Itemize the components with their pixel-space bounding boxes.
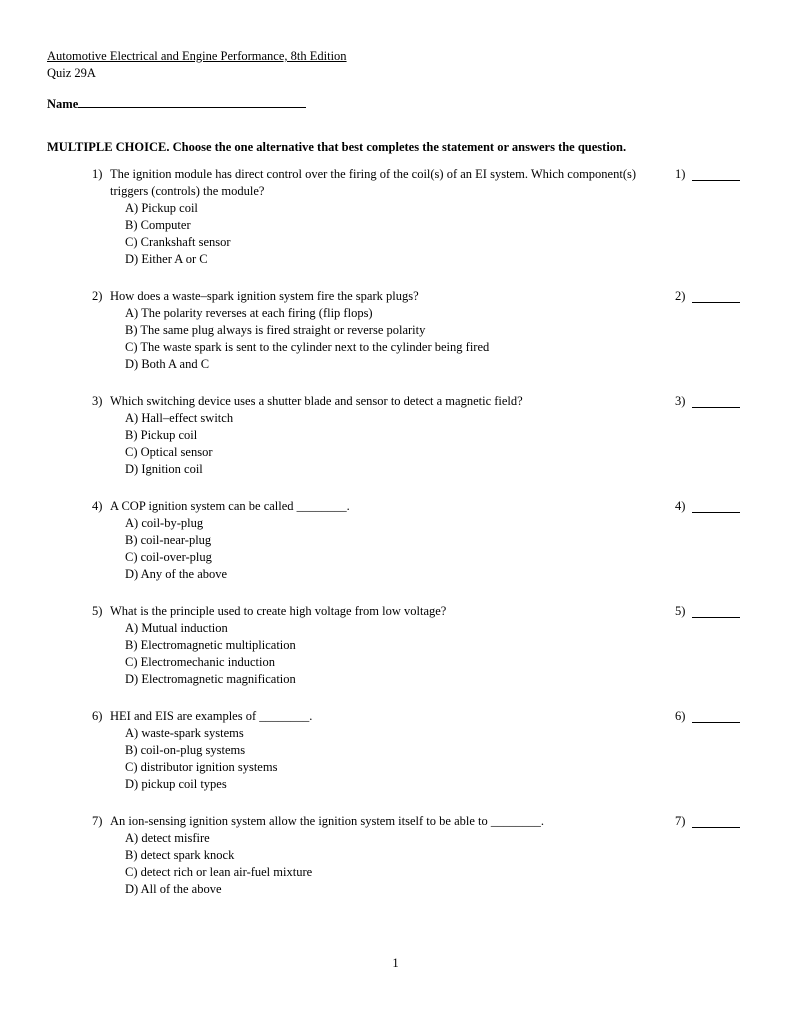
- answer-blank-line: [692, 708, 740, 723]
- question-number: 2): [92, 289, 103, 303]
- question-row: [47, 288, 745, 373]
- instructions-text: MULTIPLE CHOICE. Choose the one alternative that best completes the statement or answers the question.: [47, 140, 627, 154]
- question-text: The ignition module has direct control over the firing of the coil(s) of an EI system. Which component(s) triggers (controls) the module?: [110, 167, 637, 198]
- name-blank-line: [78, 94, 306, 108]
- question-text: HEI and EIS are examples of ________.: [110, 709, 313, 723]
- answer-number: 1): [675, 167, 686, 181]
- question-head: [92, 166, 637, 200]
- question-row: [47, 813, 745, 898]
- question-main: [92, 813, 637, 898]
- question-row: [47, 498, 745, 583]
- choice: C) distributor ignition systems: [125, 760, 278, 774]
- choices: [125, 305, 637, 373]
- question-number: 3): [92, 394, 103, 408]
- question-number: 1): [92, 167, 103, 181]
- question-row: [47, 603, 745, 688]
- question-text: An ion-sensing ignition system allow the ignition system itself to be able to ________.: [110, 814, 544, 828]
- answer-slot: [675, 288, 745, 305]
- answer-slot: [675, 498, 745, 515]
- question-main: [92, 166, 637, 268]
- name-label: Name: [47, 97, 79, 111]
- question-text: How does a waste–spark ignition system fire the spark plugs?: [110, 289, 419, 303]
- page-number: 1: [392, 956, 399, 970]
- questions-list: [47, 166, 745, 898]
- choices: [125, 200, 637, 268]
- question-row: [47, 393, 745, 478]
- question-main: [92, 288, 637, 373]
- answer-slot: [675, 166, 745, 183]
- question-head: [92, 813, 637, 830]
- choices: [125, 515, 637, 583]
- question-head: [92, 708, 637, 725]
- question-row: [47, 166, 745, 268]
- question-main: [92, 603, 637, 688]
- choices: [125, 830, 637, 898]
- choice: C) coil-over-plug: [125, 550, 212, 564]
- answer-number: 5): [675, 604, 686, 618]
- choice: A) The polarity reverses at each firing (flip flops): [125, 306, 373, 320]
- question-number: 4): [92, 499, 103, 513]
- answer-slot: [675, 708, 745, 725]
- question-main: [92, 708, 637, 793]
- question-main: [92, 498, 637, 583]
- choice: D) Either A or C: [125, 252, 208, 266]
- question-head: [92, 393, 637, 410]
- choice: B) coil-near-plug: [125, 533, 212, 547]
- choice: A) Mutual induction: [125, 621, 228, 635]
- question-number: 7): [92, 814, 103, 828]
- choice: A) waste-spark systems: [125, 726, 244, 740]
- choices: [125, 725, 637, 793]
- choices: [125, 410, 637, 478]
- choice: B) Electromagnetic multiplication: [125, 638, 296, 652]
- answer-blank-line: [692, 393, 740, 408]
- choice: A) detect misfire: [125, 831, 210, 845]
- choice: C) Optical sensor: [125, 445, 213, 459]
- choice: D) Ignition coil: [125, 462, 203, 476]
- answer-number: 6): [675, 709, 686, 723]
- choice: A) coil-by-plug: [125, 516, 204, 530]
- question-text: What is the principle used to create high voltage from low voltage?: [110, 604, 447, 618]
- question-main: [92, 393, 637, 478]
- question-number: 6): [92, 709, 103, 723]
- choice: A) Pickup coil: [125, 201, 198, 215]
- choice: D) pickup coil types: [125, 777, 227, 791]
- question-head: [92, 498, 637, 515]
- question-row: [47, 708, 745, 793]
- choice: A) Hall–effect switch: [125, 411, 234, 425]
- choice: D) All of the above: [125, 882, 222, 896]
- answer-number: 7): [675, 814, 686, 828]
- quiz-label: Quiz 29A: [47, 66, 96, 80]
- answer-number: 3): [675, 394, 686, 408]
- choice: B) Pickup coil: [125, 428, 198, 442]
- choice: D) Any of the above: [125, 567, 228, 581]
- document-title: Automotive Electrical and Engine Performance, 8th Edition: [47, 49, 347, 63]
- answer-blank-line: [692, 813, 740, 828]
- name-row: [47, 94, 745, 113]
- choice: B) coil-on-plug systems: [125, 743, 246, 757]
- choice: C) Crankshaft sensor: [125, 235, 231, 249]
- answer-slot: [675, 393, 745, 410]
- choice: B) detect spark knock: [125, 848, 235, 862]
- answer-blank-line: [692, 498, 740, 513]
- answer-blank-line: [692, 288, 740, 303]
- choice: C) The waste spark is sent to the cylinder next to the cylinder being fired: [125, 340, 490, 354]
- answer-blank-line: [692, 166, 740, 181]
- choice: B) The same plug always is fired straight or reverse polarity: [125, 323, 426, 337]
- answer-slot: [675, 813, 745, 830]
- choice: C) detect rich or lean air-fuel mixture: [125, 865, 313, 879]
- question-text: A COP ignition system can be called ________.: [110, 499, 350, 513]
- answer-number: 2): [675, 289, 686, 303]
- choice: B) Computer: [125, 218, 191, 232]
- question-number: 5): [92, 604, 103, 618]
- question-text: Which switching device uses a shutter blade and sensor to detect a magnetic field?: [110, 394, 523, 408]
- choices: [125, 620, 637, 688]
- answer-blank-line: [692, 603, 740, 618]
- choice: C) Electromechanic induction: [125, 655, 275, 669]
- choice: D) Both A and C: [125, 357, 210, 371]
- question-head: [92, 288, 637, 305]
- answer-number: 4): [675, 499, 686, 513]
- question-head: [92, 603, 637, 620]
- choice: D) Electromagnetic magnification: [125, 672, 296, 686]
- answer-slot: [675, 603, 745, 620]
